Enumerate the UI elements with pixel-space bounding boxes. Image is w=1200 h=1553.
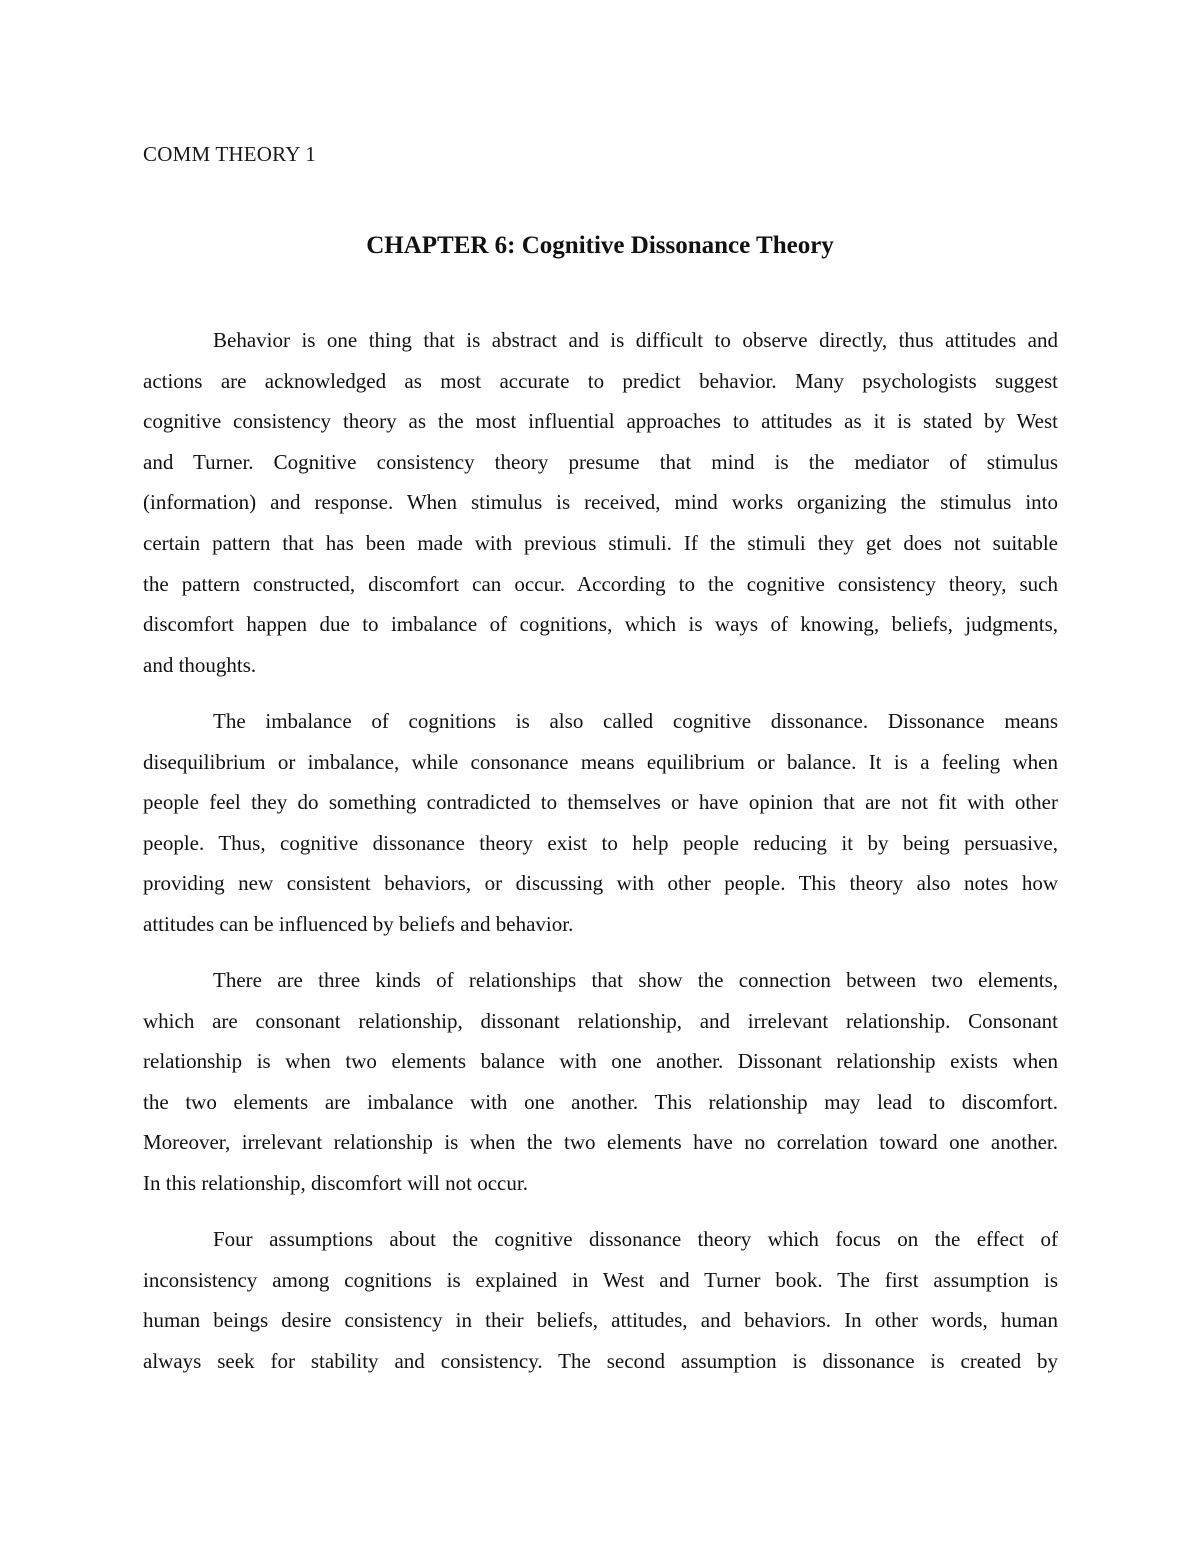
paragraph-line: In this relationship, discomfort will not occur. (143, 1170, 528, 1195)
paragraph-line: which are consonant relationship, dissonant relationship, and irrelevant relationship. Consonant (143, 1008, 1058, 1033)
paragraph (143, 1219, 1058, 1381)
paragraph-line: Moreover, irrelevant relationship is when the two elements have no correlation toward one another. (143, 1130, 1058, 1155)
paragraph (143, 320, 1058, 685)
paragraph-line: providing new consistent behaviors, or discussing with other people. This theory also notes how (143, 871, 1058, 896)
paragraph-line: the two elements are imbalance with one another. This relationship may lead to discomfort. (143, 1089, 1058, 1114)
paragraph-line: (information) and response. When stimulus is received, mind works organizing the stimulus into (143, 490, 1058, 515)
paragraph-line: the pattern constructed, discomfort can occur. According to the cognitive consistency theory, such (143, 571, 1058, 596)
paragraph-line: The imbalance of cognitions is also called cognitive dissonance. Dissonance means (213, 709, 1058, 733)
paragraph-line: disequilibrium or imbalance, while consonance means equilibrium or balance. It is a feeling when (143, 749, 1058, 774)
paragraph-line: attitudes can be influenced by beliefs and behavior. (143, 911, 574, 936)
paragraph-line: discomfort happen due to imbalance of cognitions, which is ways of knowing, beliefs, judgments, (143, 612, 1058, 637)
running-head: COMM THEORY 1 (143, 142, 316, 166)
paragraph-line: actions are acknowledged as most accurate to predict behavior. Many psychologists suggest (143, 368, 1058, 393)
paragraph-line: relationship is when two elements balance with one another. Dissonant relationship exists when (143, 1049, 1058, 1074)
paragraph (143, 701, 1058, 945)
paragraph-line: people. Thus, cognitive dissonance theory exist to help people reducing it by being persuasive, (143, 830, 1058, 855)
paragraph-line: Behavior is one thing that is abstract and is difficult to observe directly, thus attitudes and (213, 328, 1058, 352)
paragraph-line: cognitive consistency theory as the most influential approaches to attitudes as it is stated by West (143, 409, 1058, 434)
paragraph-line: inconsistency among cognitions is explained in West and Turner book. The first assumption is (143, 1267, 1058, 1292)
paragraph-line: human beings desire consistency in their beliefs, attitudes, and behaviors. In other words, human (143, 1308, 1058, 1333)
chapter-title: CHAPTER 6: Cognitive Dissonance Theory (366, 232, 834, 259)
paragraph-line: certain pattern that has been made with previous stimuli. If the stimuli they get does not suitable (143, 530, 1058, 555)
paragraph-line: and thoughts. (143, 652, 257, 677)
paragraph-line: Four assumptions about the cognitive dissonance theory which focus on the effect of (213, 1227, 1058, 1251)
paragraph-line: and Turner. Cognitive consistency theory presume that mind is the mediator of stimulus (143, 449, 1058, 474)
paragraph-line: There are three kinds of relationships that show the connection between two elements, (213, 968, 1058, 992)
paragraph-line: always seek for stability and consistency. The second assumption is dissonance is created by (143, 1348, 1058, 1373)
paragraph (143, 960, 1058, 1204)
paragraph-line: people feel they do something contradicted to themselves or have opinion that are not fit with other (143, 790, 1058, 815)
